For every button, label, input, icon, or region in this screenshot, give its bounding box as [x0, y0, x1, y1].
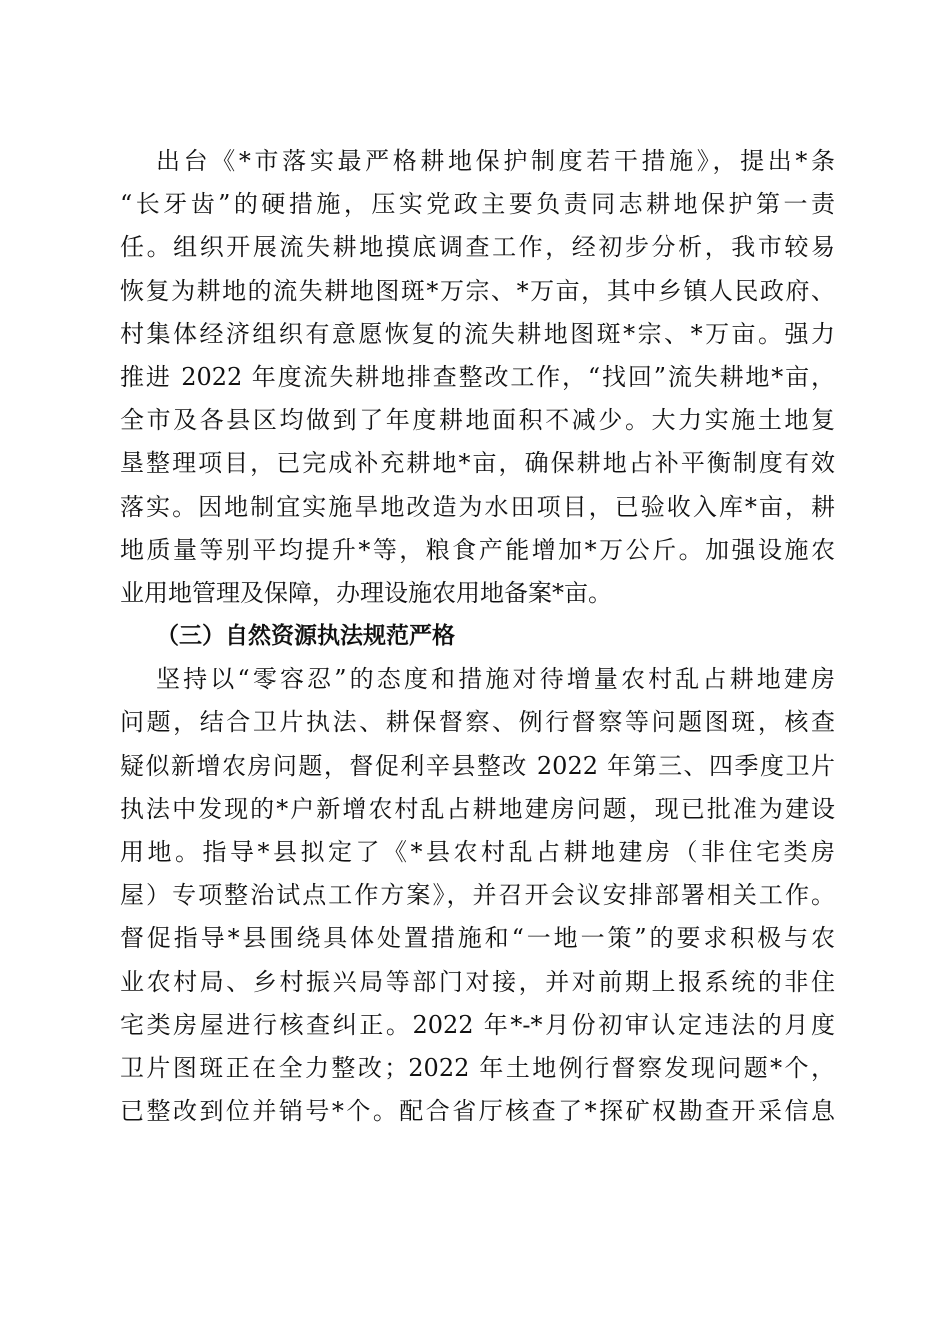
text-line: 疑似新增农房问题，督促利辛县整改 2022 年第三、四季度卫片	[120, 751, 835, 780]
text-line: 全市及各县区均做到了年度耕地面积不减少。大力实施土地复	[120, 406, 835, 435]
text-line: 任。组织开展流失耕地摸底调查工作，经初步分析，我市较易	[120, 233, 835, 262]
text-line: 恢复为耕地的流失耕地图斑*万宗、*万亩，其中乡镇人民政府、	[120, 276, 835, 305]
text-line: 垦整理项目，已完成补充耕地*亩，确保耕地占补平衡制度有效	[120, 449, 835, 478]
text-line: 业用地管理及保障，办理设施农用地备案*亩。	[120, 578, 612, 607]
text-line: 已整改到位并销号*个。配合省厅核查了*探矿权勘查开采信息	[120, 1097, 835, 1126]
text-line: 宅类房屋进行核查纠正。2022 年*-*月份初审认定违法的月度	[120, 1010, 835, 1039]
text-line: 问题，结合卫片执法、耕保督察、例行督察等问题图斑，核查	[120, 708, 835, 737]
text-line: 屋）专项整治试点工作方案》，并召开会议安排部署相关工作。	[120, 881, 835, 910]
text-line: 业农村局、乡村振兴局等部门对接，并对前期上报系统的非住	[120, 967, 835, 996]
text-line: 出台《*市落实最严格耕地保护制度若干措施》，提出*条	[156, 147, 835, 175]
paragraph-law-enforcement	[120, 658, 835, 1133]
text-line: 坚持以“零容忍”的态度和措施对待增量农村乱占耕地建房	[156, 665, 835, 694]
text-line: 执法中发现的*户新增农村乱占耕地建房问题，现已批准为建设	[120, 794, 835, 823]
text-line: 卫片图斑正在全力整改；2022 年土地例行督察发现问题*个，	[120, 1053, 835, 1082]
text-line: 督促指导*县围绕具体处置措施和“一地一策”的要求积极与农	[120, 924, 835, 953]
text-line: 用地。指导*县拟定了《*县农村乱占耕地建房（非住宅类房	[120, 838, 835, 866]
text-line: 推进 2022 年度流失耕地排查整改工作，“找回”流失耕地*亩，	[120, 362, 835, 391]
text-line: 落实。因地制宜实施旱地改造为水田项目，已验收入库*亩，耕	[120, 492, 835, 521]
text-line: 地质量等别平均提升*等，粮食产能增加*万公斤。加强设施农	[120, 535, 835, 564]
section-heading: （三）自然资源执法规范严格	[156, 623, 455, 650]
document-body	[120, 140, 835, 1133]
paragraph-farmland-protection	[120, 140, 835, 615]
text-line: 村集体经济组织有意愿恢复的流失耕地图斑*宗、*万亩。强力	[120, 319, 835, 348]
text-line: “长牙齿”的硬措施，压实党政主要负责同志耕地保护第一责	[120, 190, 835, 219]
